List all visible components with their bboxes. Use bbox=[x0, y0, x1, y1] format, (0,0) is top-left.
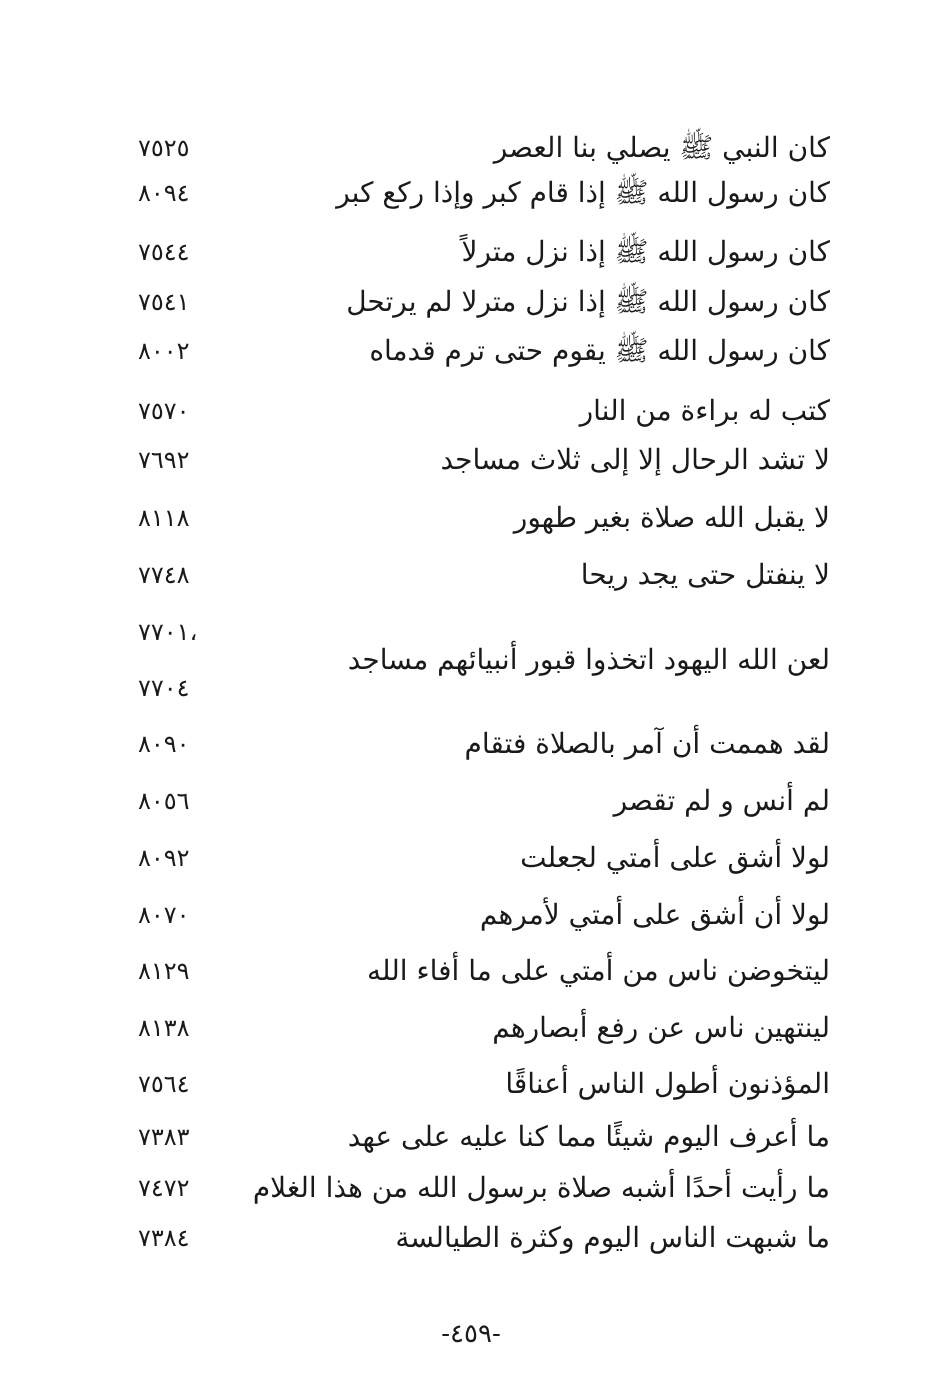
index-entry bbox=[0, 838, 942, 878]
entry-number: ٧٣٨٤ bbox=[138, 1224, 190, 1252]
entry-number: ٨٠٩٢ bbox=[138, 844, 190, 872]
index-entry bbox=[0, 1064, 942, 1104]
entry-phrase: لولا أشق على أمتي لجعلت bbox=[520, 841, 830, 874]
index-entry bbox=[0, 724, 942, 764]
entry-number: ٧٣٨٣ bbox=[138, 1123, 190, 1151]
entry-number: ٧٧٠١، bbox=[138, 618, 198, 646]
entry-phrase: كان رسول الله ﷺ إذا قام كبر وإذا ركع كبر bbox=[336, 176, 830, 209]
index-entry bbox=[0, 1117, 942, 1157]
entry-phrase: لا تشد الرحال إلا إلى ثلاث مساجد bbox=[440, 443, 830, 476]
page-number: -٤٥٩- bbox=[441, 1319, 501, 1349]
entry-phrase: كان رسول الله ﷺ إذا نزل مترلاً bbox=[461, 235, 830, 268]
index-entry bbox=[0, 951, 942, 991]
index-entry bbox=[0, 282, 942, 322]
entry-number: ٧٥٤١ bbox=[138, 288, 190, 316]
entry-phrase: لولا أن أشق على أمتي لأمرهم bbox=[479, 898, 830, 931]
index-entry bbox=[0, 1008, 942, 1048]
entry-number: ٧٥٦٤ bbox=[138, 1070, 190, 1098]
entry-number: ٨٠٩٠ bbox=[138, 730, 190, 758]
index-entry bbox=[0, 331, 942, 371]
entry-number: ٧٥٤٤ bbox=[138, 238, 190, 266]
entry-phrase: ما رأيت أحدًا أشبه صلاة برسول الله من هذا الغلام bbox=[252, 1171, 830, 1204]
index-entry bbox=[0, 440, 942, 480]
entry-phrase: ما شبهت الناس اليوم وكثرة الطيالسة bbox=[395, 1221, 830, 1254]
entry-number: ٧٤٧٢ bbox=[138, 1174, 190, 1202]
index-entry bbox=[0, 555, 942, 595]
entry-number: ٨٠٥٦ bbox=[138, 787, 190, 815]
entry-number: ٧٧٠٤ bbox=[138, 674, 190, 702]
entry-number: ٧٧٤٨ bbox=[138, 561, 190, 589]
entry-number: ٧٦٩٢ bbox=[138, 446, 190, 474]
entry-number: ٨٠٧٠ bbox=[138, 901, 190, 929]
entry-phrase: كان رسول الله ﷺ إذا نزل مترلا لم يرتحل bbox=[346, 285, 830, 318]
entry-phrase: لينتهين ناس عن رفع أبصارهم bbox=[492, 1011, 830, 1044]
entry-phrase: لعن الله اليهود اتخذوا قبور أنبيائهم مساجد bbox=[347, 643, 830, 676]
entry-number: ٨٠٩٤ bbox=[138, 179, 190, 207]
index-entry bbox=[0, 498, 942, 538]
entry-phrase: كتب له براءة من النار bbox=[579, 394, 830, 427]
entry-phrase: كان رسول الله ﷺ يقوم حتى ترم قدماه bbox=[369, 334, 830, 367]
entry-phrase: لا يقبل الله صلاة بغير طهور bbox=[513, 501, 830, 534]
entry-number: ٧٥٧٠ bbox=[138, 397, 190, 425]
entry-phrase: لقد هممت أن آمر بالصلاة فتقام bbox=[464, 727, 830, 760]
entry-number: ٧٥٢٥ bbox=[138, 134, 190, 162]
index-entry bbox=[0, 895, 942, 935]
index-entry bbox=[0, 781, 942, 821]
index-entry bbox=[0, 1218, 942, 1258]
entry-number: ٨١١٨ bbox=[138, 504, 190, 532]
entry-phrase: لا ينفتل حتى يجد ريحا bbox=[580, 558, 830, 591]
index-entry bbox=[0, 128, 942, 168]
index-entry bbox=[0, 173, 942, 213]
entry-number: ٨١٣٨ bbox=[138, 1014, 190, 1042]
entry-phrase: ليتخوضن ناس من أمتي على ما أفاء الله bbox=[366, 954, 830, 987]
index-entry bbox=[0, 232, 942, 272]
index-entry bbox=[0, 391, 942, 431]
entry-phrase: ما أعرف اليوم شيئًا مما كنا عليه على عهد bbox=[347, 1120, 830, 1153]
entry-phrase: كان النبي ﷺ يصلي بنا العصر bbox=[493, 131, 830, 164]
entry-phrase: المؤذنون أطول الناس أعناقًا bbox=[505, 1067, 830, 1100]
entry-phrase: لم أنس و لم تقصر bbox=[613, 784, 830, 817]
entry-number: ٨١٢٩ bbox=[138, 957, 190, 985]
index-entry bbox=[0, 1168, 942, 1208]
entry-number: ٨٠٠٢ bbox=[138, 337, 190, 365]
